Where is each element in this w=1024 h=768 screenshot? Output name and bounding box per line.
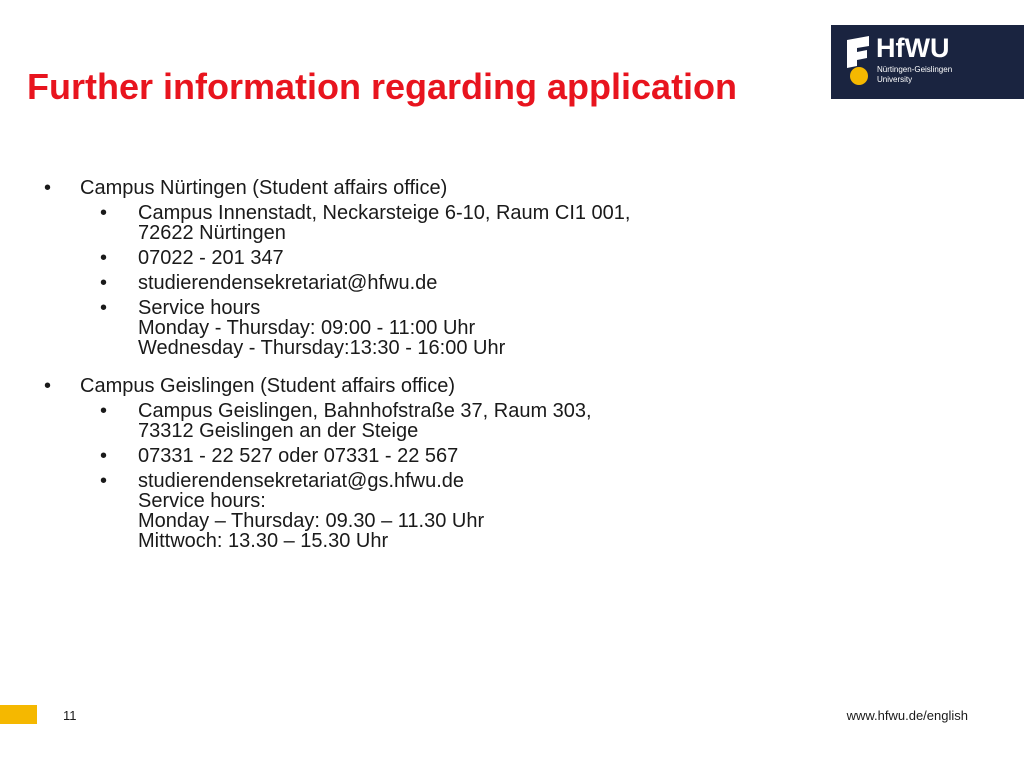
bullet: • [100, 445, 108, 467]
service-hours-line: Monday – Thursday: 09.30 – 11.30 Uhr [138, 510, 485, 532]
service-hours-label: Service hours: [138, 490, 266, 512]
list-item-campus-geislingen [44, 376, 804, 396]
logo-subtitle-line: Nürtingen-Geislingen [877, 65, 953, 74]
phone-number: 07331 - 22 527 oder 07331 - 22 567 [138, 445, 459, 467]
bullet: • [44, 177, 52, 199]
contact-list [44, 178, 804, 551]
bullet: • [100, 470, 108, 492]
campus-email-and-hours [44, 471, 804, 551]
hfwu-logo [831, 25, 1024, 99]
campus-heading: Campus Nürtingen (Student affairs office) [80, 177, 448, 199]
bullet: • [100, 272, 108, 294]
footer-accent-bar [0, 705, 37, 724]
logo-subtitle [877, 65, 952, 85]
phone-number: 07022 - 201 347 [138, 247, 284, 269]
service-hours-line: Mittwoch: 13.30 – 15.30 Uhr [138, 530, 389, 552]
hfwu-logo-icon [845, 36, 875, 86]
page-number: 11 [63, 708, 77, 723]
campus-email [44, 273, 804, 293]
email-address: studierendensekretariat@hfwu.de [138, 272, 438, 294]
address-line: 73312 Geislingen an der Steige [138, 420, 419, 442]
campus-phone [44, 248, 804, 268]
campus-address [44, 401, 804, 441]
logo-wordmark: HfWU [876, 33, 950, 63]
slide-title: Further information regarding application [27, 66, 738, 107]
logo-subtitle-line: University [877, 75, 913, 84]
bullet: • [100, 400, 108, 422]
email-address: studierendensekretariat@gs.hfwu.de [138, 470, 465, 492]
service-hours-line: Wednesday - Thursday:13:30 - 16:00 Uhr [138, 337, 506, 359]
list-item-campus-nuertingen [44, 178, 804, 198]
campus-phone [44, 446, 804, 466]
address-line: Campus Innenstadt, Neckarsteige 6-10, Raum CI1 001, [138, 202, 631, 224]
campus-heading: Campus Geislingen (Student affairs office) [80, 375, 456, 397]
bullet: • [100, 297, 108, 319]
bullet: • [100, 247, 108, 269]
footer-url: www.hfwu.de/english [846, 708, 968, 723]
service-hours-line: Monday - Thursday: 09:00 - 11:00 Uhr [138, 317, 476, 339]
address-line: 72622 Nürtingen [138, 222, 286, 244]
service-hours-label: Service hours [138, 297, 261, 319]
campus-service-hours [44, 298, 804, 358]
campus-address [44, 203, 804, 243]
bullet: • [44, 375, 52, 397]
address-line: Campus Geislingen, Bahnhofstraße 37, Raum 303, [138, 400, 592, 422]
bullet: • [100, 202, 108, 224]
